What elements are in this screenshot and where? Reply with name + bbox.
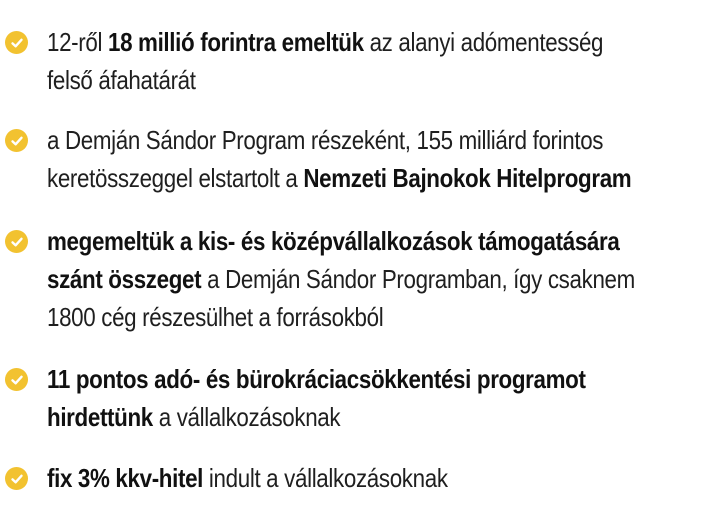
plain-text: a Demján Sándor Program részeként, 155 milliárd forintos <box>47 125 604 155</box>
bold-text: 11 pontos adó- és bürokráciacsökkentési programot <box>47 364 586 394</box>
list-item-text <box>47 360 623 436</box>
text-line <box>47 260 635 298</box>
plain-text: a vállalkozásoknak <box>152 402 341 432</box>
text-line <box>47 398 623 436</box>
plain-text: keretösszeggel elstartolt a <box>47 163 304 193</box>
bold-text: megemeltük a kis- és középvállalkozások támogatására <box>47 226 620 256</box>
check-circle-icon <box>5 230 28 253</box>
bold-text: 18 millió forintra emeltük <box>107 27 364 57</box>
text-line <box>47 360 623 398</box>
bold-text: hirdettünk <box>47 402 153 432</box>
plain-text: indult a vállalkozásoknak <box>203 463 448 493</box>
bold-text: Nemzeti Bajnokok Hitelprogram <box>303 163 632 193</box>
list-item-text <box>47 222 635 336</box>
list-item-text <box>47 23 623 99</box>
check-circle-icon <box>5 129 28 152</box>
text-line <box>47 159 632 197</box>
text-line <box>47 459 623 497</box>
bold-text: fix 3% kkv-hitel <box>47 463 204 493</box>
check-circle-icon <box>5 31 28 54</box>
bold-text: szánt összeget <box>47 264 202 294</box>
plain-text: felső áfahatárát <box>47 65 196 95</box>
text-line <box>47 23 623 61</box>
check-circle-icon <box>5 368 28 391</box>
text-line <box>47 121 623 159</box>
plain-text: a Demján Sándor Programban, így csaknem <box>201 264 635 294</box>
text-line <box>47 61 623 99</box>
check-circle-icon <box>5 467 28 490</box>
plain-text: 12-ről <box>47 27 108 57</box>
list-item-text <box>47 121 632 197</box>
plain-text: az alanyi adómentesség <box>363 27 604 57</box>
plain-text: 1800 cég részesülhet a forrásokból <box>47 302 384 332</box>
text-line <box>47 298 623 336</box>
text-line <box>47 222 623 260</box>
list-item-text <box>47 459 623 497</box>
